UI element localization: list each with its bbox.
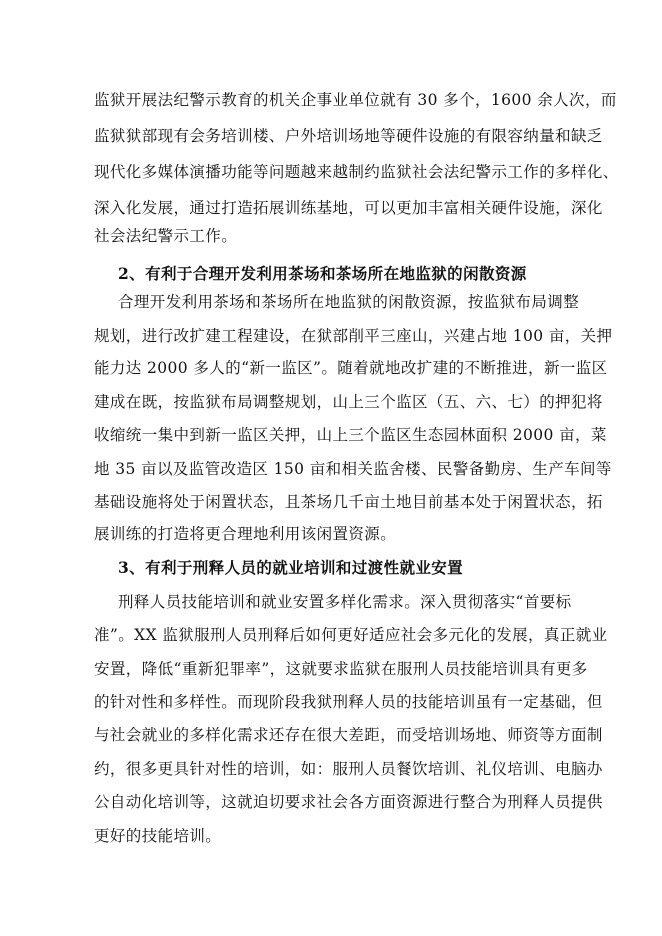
section-heading-3: 3、有利于刑释人员的就业培训和过渡性就业安置 [118, 558, 464, 577]
paragraph-3-line-1: 刑释人员技能培训和就业安置多样化需求。深入贯彻落实“首要标 [118, 593, 572, 611]
section-heading-2: 2、有利于合理开发利用茶场和茶场所在地监狱的闲散资源 [118, 264, 527, 283]
paragraph-2-line-8: 展训练的打造将更合理地利用该闲置资源。 [94, 525, 397, 543]
paragraph-3-line-3: 安置，降低“重新犯罪率”，这就要求监狱在服刑人员技能培训具有更多 [94, 660, 588, 678]
paragraph-2-line-7: 基础设施将处于闲置状态，且茶场几千亩土地目前基本处于闲置状态，拓 [94, 493, 603, 511]
paragraph-1-line-2: 监狱狱部现有会务培训楼、户外培训场地等硬件设施的有限容纳量和缺乏 [94, 127, 603, 145]
paragraph-2-line-2: 规划，进行改扩建工程建设，在狱部削平三座山，兴建占地 100 亩，关押 [94, 327, 613, 345]
paragraph-3-line-6: 约，很多更具针对性的培训，如：服刑人员餐饮培训、礼仪培训、电脑办 [94, 760, 603, 778]
paragraph-2-line-6: 地 35 亩以及监管改造区 150 亩和相关监舍楼、民警备勤房、生产车间等 [94, 460, 612, 478]
paragraph-2-line-1: 合理开发利用茶场和茶场所在地监狱的闲散资源，按监狱布局调整 [118, 293, 580, 311]
paragraph-2-line-3: 能力达 2000 多人的“新一监区”。随着就地改扩建的不断推进，新一监区 [94, 359, 608, 377]
paragraph-3-line-7: 公自动化培训等，这就迫切要求社会各方面资源进行整合为刑释人员提供 [94, 793, 603, 811]
paragraph-1-line-5: 社会法纪警示工作。 [94, 227, 238, 245]
paragraph-2-line-5: 收缩统一集中到新一监区关押，山上三个监区生态园林面积 2000 亩，菜 [94, 426, 607, 444]
paragraph-3-line-8: 更好的技能培训。 [94, 827, 222, 845]
paragraph-1-line-1: 监狱开展法纪警示教育的机关企事业单位就有 30 多个，1600 余人次，而 [94, 91, 617, 109]
paragraph-1-line-4: 深入化发展，通过打造拓展训练基地，可以更加丰富相关硬件设施，深化 [94, 199, 603, 217]
paragraph-2-line-4: 建成在既，按监狱布局调整规划，山上三个监区（五、六、七）的押犯将 [94, 393, 603, 411]
paragraph-3-line-5: 与社会就业的多样化需求还存在很大差距，而受培训场地、师资等方面制 [94, 726, 603, 744]
paragraph-3-line-2: 准”。XX 监狱服刑人员刑释后如何更好适应社会多元化的发展，真正就业 [94, 626, 608, 644]
paragraph-1-line-3: 现代化多媒体演播功能等问题越来越制约监狱社会法纪警示工作的多样化、 [94, 163, 619, 181]
paragraph-3-line-4: 的针对性和多样性。而现阶段我狱刑释人员的技能培训虽有一定基础，但 [94, 693, 603, 711]
